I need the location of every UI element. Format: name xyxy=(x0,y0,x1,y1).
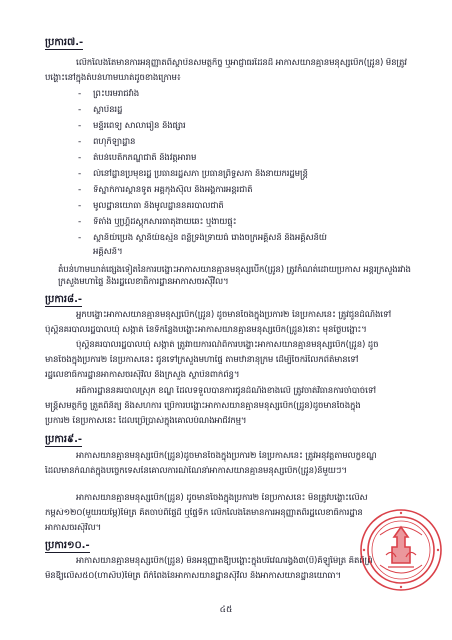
bullet-dash-icon: - xyxy=(78,153,82,163)
list-item: លំនៅដ្ឋានប្រមុខរដ្ឋ ប្រធានរដ្ឋសភា ប្រធានព្រឹទ្ធសភា និងនាយករដ្ឋមន្ត្រី xyxy=(93,169,308,179)
bullet-dash-icon: - xyxy=(78,217,82,227)
bullet-dash-icon: - xyxy=(78,105,82,115)
bullet-dash-icon: - xyxy=(78,185,82,195)
bullet-dash-icon: - xyxy=(78,121,82,131)
article-8-line: មន្ត្រីសមត្ថកិច្ច ត្រួតពិនិត្យ និងសហការ ប្រើការបង្ហោះអាកាសយានគ្មានមនុស្សបើក(ដ្រូន)ដូចមានចែងក្នុង xyxy=(45,401,361,411)
list-item: ស្ថាប័នរដ្ឋ xyxy=(93,105,123,115)
bullet-dash-icon: - xyxy=(78,137,82,147)
article-7-paragraph-line: លើកលែងតែមានការអនុញ្ញាតពីស្ថាប័នសមត្ថកិច្ច ឬអាជ្ញាធរដែនដី អាកាសយានគ្មានមនុស្សបើក(ដ្រូន) មិនត្រូវ xyxy=(76,58,407,68)
article-7-paragraph-line: បង្ហោះនៅក្នុងតំបន់ហាមឃាត់ដូចខាងក្រោម៖ xyxy=(45,73,181,83)
bullet-dash-icon: - xyxy=(78,169,82,179)
list-item: ទីតាំង ឬហ្គ្រីដស្តុកសារធាតុងាយឆេះ ឬងាយផ្ទុះ xyxy=(93,217,237,227)
list-item-continuation: អគ្គិសនី។ xyxy=(93,247,123,257)
article-7-closing: តំបន់ហាមឃាត់ផ្សេងទៀតនៃការបង្ហោះអាកាសយានគ្មានមនុស្សបើក(ដ្រូន) ត្រូវកំណត់ដោយប្រកាស អន្តរក្រសួងរវាងក្រសួងមហាផ្ទៃ និងរដ្ឋលេខាធិការដ្ឋានអាកាសចរស៊ីវិល។ xyxy=(58,265,411,287)
article-8-line: ប្រការ២ នៃប្រកាសនេះ ដែលប្រើប្រាស់ក្នុងគោលបំណងអាជីវកម្ម។ xyxy=(45,416,247,426)
list-item: តំបន់បេតិកភណ្ឌជាតិ និងវត្តអារាម xyxy=(93,153,197,163)
article-9-line: អាកាសយានគ្មានមនុស្សបើក(ដ្រូន)ដូចមានចែងក្នុងប្រការ២ នៃប្រកាសនេះ ត្រូវអនុវត្តតាមលក្ខខណ្ឌ xyxy=(76,451,377,461)
article-9-line: កម្ពស់១២០(មួយរយម្ភៃ)ម៉ែត្រ គិតចាប់ពីផ្ទៃដី ឬផ្ទៃទឹក លើកលែងតែមានការអនុញ្ញាតពីរដ្ឋលេខាធិការដ្ឋាន xyxy=(45,508,363,518)
article-7-heading: ប្រការ៧.- xyxy=(45,37,84,48)
article-9-line: អាកាសចរស៊ីវិល។ xyxy=(45,523,102,533)
article-8-line: រដ្ឋលេខាធិការដ្ឋានអាកាសចរស៊ីវិល និងក្រសួង ស្ថាប័នពាក់ព័ន្ធ។ xyxy=(45,370,240,380)
page-number: ៤៥ xyxy=(219,605,233,615)
list-item: ព្រះបរមរាជវាំង xyxy=(93,89,140,99)
article-10-line: មិនឱ្យលើស៥០(ហាសិប)ម៉ែត្រ ពីកំពែងនៃអាកាសយានដ្ឋានស៊ីវិល និងអាកាសយានដ្ឋានយោធា។ xyxy=(45,571,341,581)
list-item: ពហុកីឡាដ្ឋាន xyxy=(93,137,136,147)
article-8-line: អធិការដ្ឋាននគរបាលស្រុក ខណ្ឌ ដែលទទួលបានការជូនដំណឹងខាងលើ ត្រូវចាត់វិធានការចាំបាច់ទៅ xyxy=(76,386,376,396)
list-item: មូលដ្ឋានយោធា និងមូលដ្ឋាននគរបាលជាតិ xyxy=(93,201,224,211)
article-9-line: ដែលមានកំណត់ក្នុងបច្ចេកទេសនៃគោលការណ៍ណែនាំអាកាសយានគ្មានមនុស្សបើក(ដ្រូន)និមួយៗ។ xyxy=(45,466,347,476)
article-8-line: ប៉ុស្តិ៍នគរបាលរដ្ឋបាលឃុំ សង្កាត់ នៃទីកន្លែងបង្ហោះអាកាសយានគ្មានមនុស្សបើក(ដ្រូន)នោះ មុនថ្ងៃបង្ហោះ។ xyxy=(45,325,367,335)
article-9-line: អាកាសយានគ្មានមនុស្សបើក(ដ្រូន) ដូចមានចែងក្នុងប្រការ២ នៃប្រកាសនេះ មិនត្រូវបង្ហោះលើស xyxy=(76,493,368,503)
bullet-dash-icon: - xyxy=(78,233,82,243)
article-8-heading: ប្រការ៨.- xyxy=(45,294,83,305)
list-item: ទីស្នាក់ការស្ថានទូត អគ្គកុងស៊ុល និងអង្គការអន្តរជាតិ xyxy=(93,185,253,195)
article-9-heading: ប្រការ៩.- xyxy=(45,434,83,445)
list-item: មន្ទីរពេទ្យ សាលារៀន និងផ្សារ xyxy=(93,121,186,131)
article-8-line: មានចែងក្នុងប្រការ២ នៃប្រកាសនេះ ជូនទៅក្រសួងមហាផ្ទៃ តាមឋានានុក្រម ដើម្បីចែករំលែកព័ត៌មានទៅ xyxy=(45,355,359,365)
list-item: ស្ថានីយ៍ប្រេង ស្ថានីយ៍ឧស្ម័ន ពន្លឺទ្រង់ទ្រាយធំ រោងចក្រអគ្គិសនី និងអគ្គិសនីយ៍ xyxy=(93,233,327,243)
article-8-line: ប៉ុស្តិ៍នគរបាលរដ្ឋបាលឃុំ សង្កាត់ ត្រូវរាយការណ៍ពីការបង្ហោះអាកាសយានគ្មានមនុស្សបើក(ដ្រូន) ដូច xyxy=(76,340,379,350)
article-8-line: អ្នកបង្ហោះអាកាសយានគ្មានមនុស្សបើក(ដ្រូន) ដូចមានចែងក្នុងប្រការ២ នៃប្រកាសនេះ ត្រូវជូនដំណឹងទៅ xyxy=(76,310,392,320)
official-seal-icon xyxy=(358,507,444,593)
article-10-heading: ប្រការ១០.- xyxy=(45,540,90,551)
article-10-line: អាកាសយានគ្មានមនុស្សបើក(ដ្រូន) មិនអនុញ្ញាតឱ្យបង្ហោះក្នុងបរិវេណរង្វង់៣(បី)គីឡូម៉ែត្រ គិតពីព្រំ xyxy=(76,556,373,566)
bullet-dash-icon: - xyxy=(78,89,82,99)
bullet-dash-icon: - xyxy=(78,201,82,211)
